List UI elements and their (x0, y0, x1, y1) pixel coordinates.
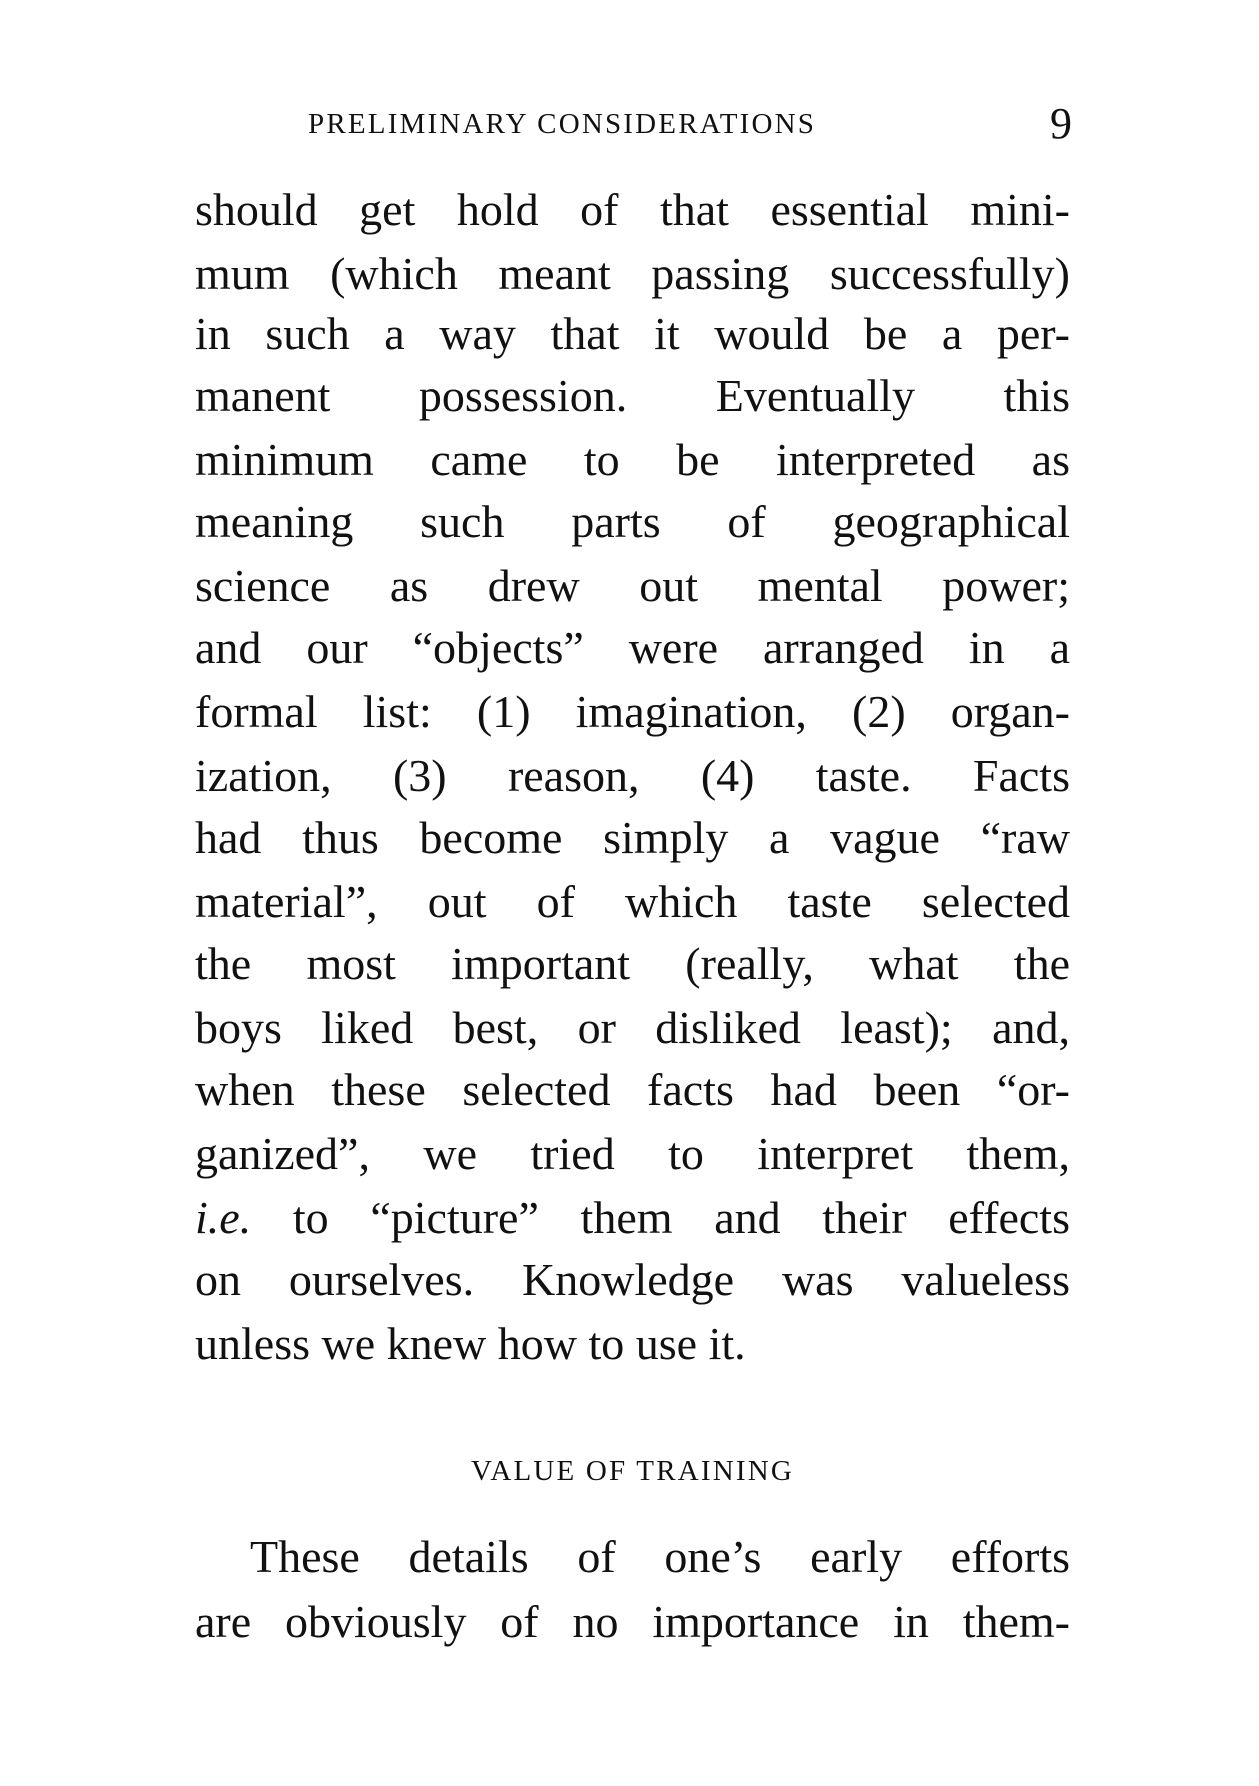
text-line: are obviously of no importance in them- (195, 1596, 1070, 1647)
text-line: minimum came to be interpreted as (195, 434, 1070, 485)
text-line-continuation: to “picture” them and their effects (292, 1192, 1070, 1243)
text-line: ization, (3) reason, (4) taste. Facts (195, 750, 1070, 801)
text-line: boys liked best, or disliked least); and, (195, 1002, 1070, 1053)
text-line: unless we knew how to use it. (195, 1318, 746, 1369)
text-line: the most important (really, what the (195, 938, 1070, 989)
text-line: material”, out of which taste selected (195, 876, 1070, 927)
text-line: and our “objects” were arranged in a (195, 622, 1070, 673)
section-heading: VALUE OF TRAINING (470, 1455, 795, 1487)
text-line: on ourselves. Knowledge was valueless (195, 1254, 1070, 1305)
text-line: science as drew out mental power; (195, 560, 1070, 611)
ie-abbreviation: i.e. (195, 1192, 252, 1243)
text-line: formal list: (1) imagination, (2) organ- (195, 686, 1070, 737)
text-line: mum (which meant passing successfully) (195, 248, 1070, 299)
text-line: had thus become simply a vague “raw (195, 812, 1070, 863)
text-line: These details of one’s early efforts (250, 1531, 1070, 1582)
text-line: ganized”, we tried to interpret them, (195, 1128, 1070, 1179)
text-line: in such a way that it would be a per- (195, 308, 1070, 359)
text-line: manent possession. Eventually this (195, 370, 1070, 421)
text-line: meaning such parts of geographical (195, 496, 1070, 547)
running-title: PRELIMINARY CONSIDERATIONS (308, 108, 817, 140)
running-head (308, 100, 1078, 150)
text-line: should get hold of that essential mini- (195, 184, 1070, 235)
page-number: 9 (1050, 99, 1072, 148)
text-line: when these selected facts had been “or- (195, 1064, 1070, 1115)
text-line (195, 1186, 1070, 1250)
